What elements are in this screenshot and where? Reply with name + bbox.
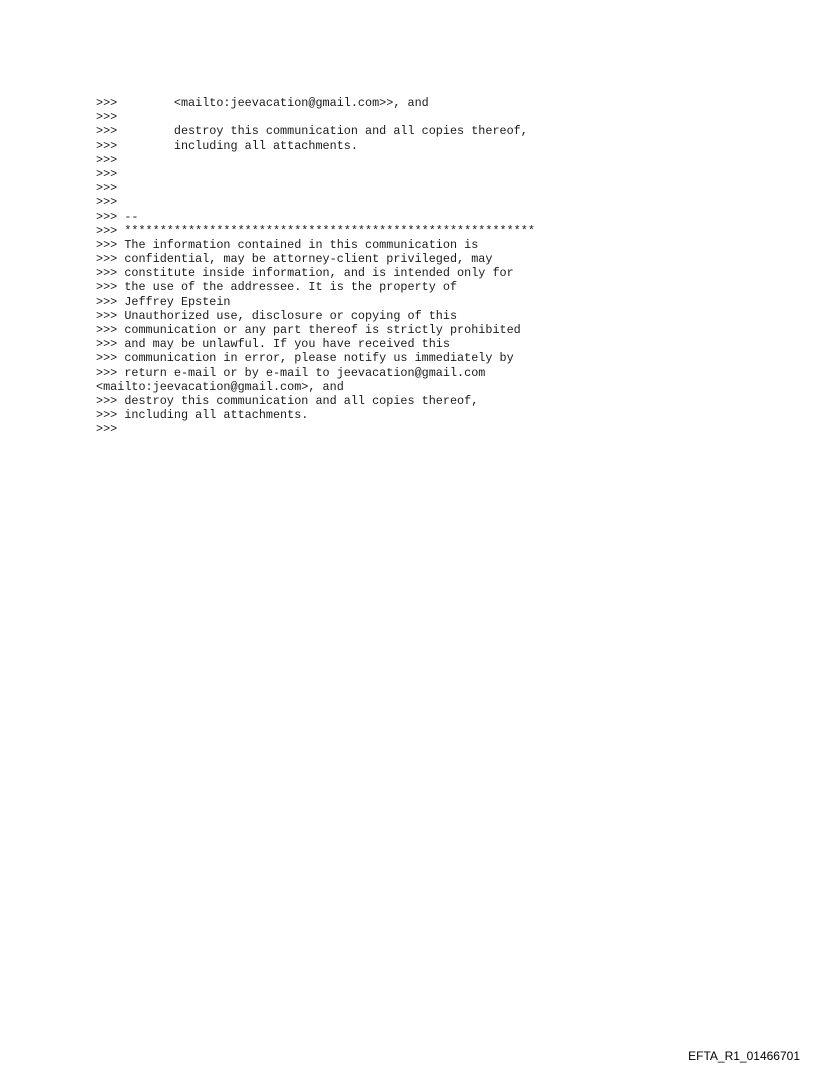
email-line: >>> bbox=[96, 110, 118, 125]
disclaimer-line: >>> The information contained in this communication is bbox=[96, 237, 479, 252]
disclaimer-line: >>> communication in error, please notify us immediately by bbox=[96, 351, 514, 366]
disclaimer-line: >>> confidential, may be attorney-client privileged, may bbox=[96, 252, 493, 267]
email-body bbox=[96, 96, 535, 437]
disclaimer-line: >>> Unauthorized use, disclosure or copying of this bbox=[96, 308, 458, 323]
disclaimer-line: >>> communication or any part thereof is strictly prohibited bbox=[96, 323, 521, 337]
disclaimer-line: >>> constitute inside information, and is intended only for bbox=[96, 266, 514, 281]
document-id: EFTA_R1_01466701 bbox=[688, 1049, 800, 1063]
asterisk-divider: >>> ********************************************************** bbox=[96, 223, 535, 238]
email-line: >>> bbox=[96, 166, 118, 181]
email-line: >>> bbox=[96, 152, 118, 167]
disclaimer-line: >>> including all attachments. bbox=[96, 408, 309, 423]
email-line: >>> bbox=[96, 195, 118, 210]
disclaimer-line: >>> the use of the addressee. It is the property of bbox=[96, 280, 458, 295]
disclaimer-line: >>> destroy this communication and all copies thereof, bbox=[96, 393, 479, 408]
email-line: >>> <mailto:jeevacation@gmail.com>>, and bbox=[96, 96, 429, 110]
email-line: >>> bbox=[96, 422, 118, 437]
email-line: >>> bbox=[96, 181, 118, 196]
signature-separator: >>> -- bbox=[96, 209, 139, 224]
disclaimer-line: >>> and may be unlawful. If you have received this bbox=[96, 337, 450, 352]
email-line: >>> destroy this communication and all copies thereof, bbox=[96, 124, 528, 139]
email-line: >>> including all attachments. bbox=[96, 138, 358, 153]
disclaimer-line: <mailto:jeevacation@gmail.com>, and bbox=[96, 379, 344, 394]
disclaimer-line: >>> return e-mail or by e-mail to jeevacation@gmail.com bbox=[96, 365, 486, 380]
disclaimer-line: >>> Jeffrey Epstein bbox=[96, 294, 231, 309]
